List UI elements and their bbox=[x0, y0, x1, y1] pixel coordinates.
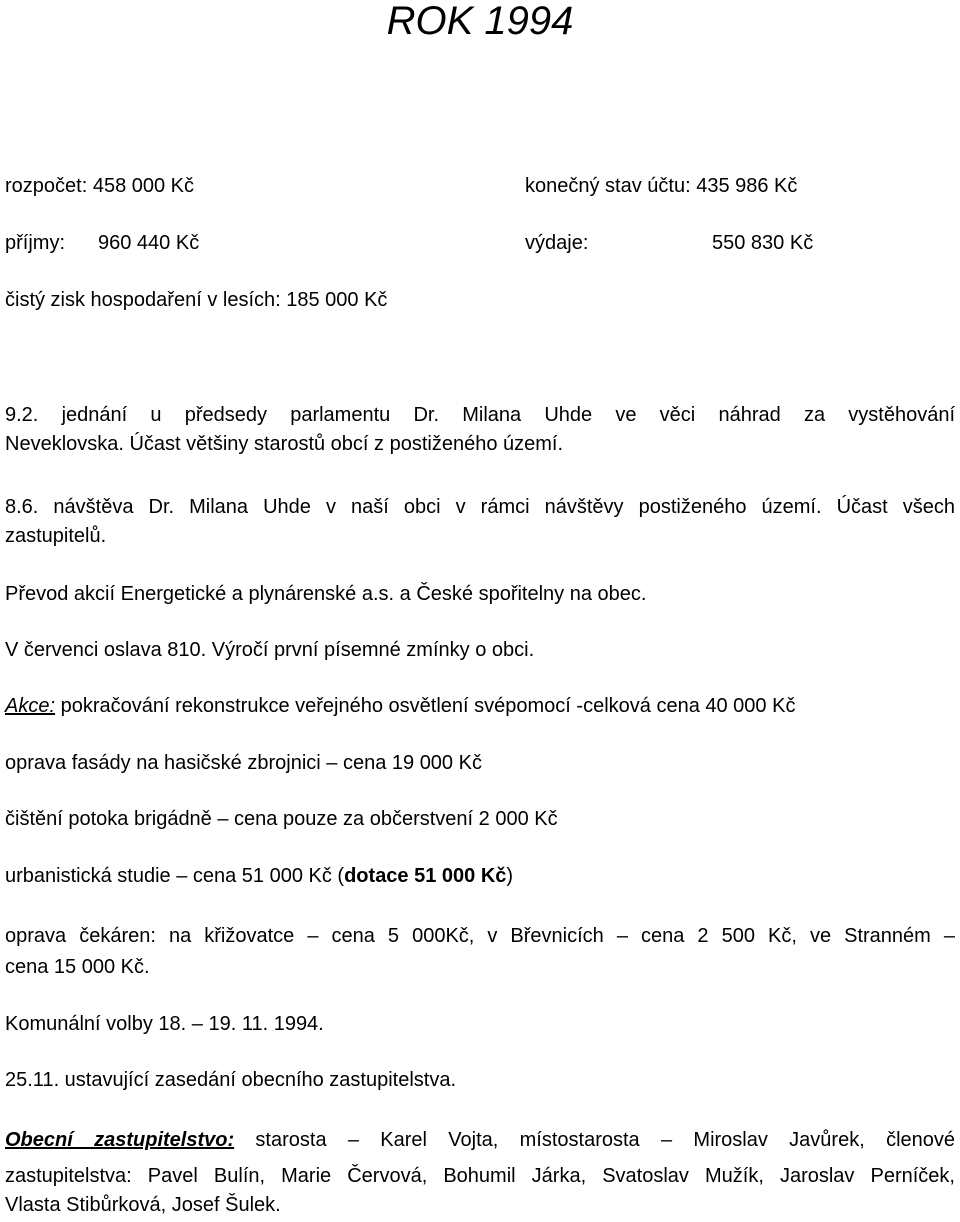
event-shares: Převod akcií Energetické a plynárenské a.s. a České spořitelny na obec. bbox=[5, 583, 647, 605]
akce-item-study bbox=[5, 865, 513, 888]
akce-item-lighting-text: pokračování rekonstrukce veřejného osvětlení svépomocí -celková cena 40 000 Kč bbox=[55, 695, 796, 717]
event-parliament-line2: Neveklovska. Účast většiny starostů obcí z postiženého území. bbox=[5, 433, 564, 455]
income-value: 960 440 Kč bbox=[98, 232, 200, 254]
expenses-label: výdaje: bbox=[525, 232, 589, 254]
council-line1 bbox=[5, 1122, 955, 1158]
akce-label: Akce: bbox=[5, 695, 56, 717]
akce-item-shelters-line1: oprava čekáren: na křižovatce – cena 5 000Kč, v Břevnicích – cena 2 500 Kč, ve Stranném – bbox=[5, 925, 955, 947]
page-title: ROK 1994 bbox=[386, 0, 574, 43]
council-line1-text: starosta – Karel Vojta, místostarosta – Miroslav Javůrek, členové bbox=[234, 1129, 956, 1151]
budget: rozpočet: 458 000 Kč bbox=[5, 175, 195, 197]
event-visit-line1: 8.6. návštěva Dr. Milana Uhde v naší obci v rámci návštěvy postiženého území. Účast všech bbox=[5, 496, 955, 518]
akce-item-facade: oprava fasády na hasičské zbrojnici – cena 19 000 Kč bbox=[5, 752, 482, 774]
expenses-value: 550 830 Kč bbox=[712, 232, 814, 254]
akce-item-lighting bbox=[5, 695, 795, 718]
akce-item-stream: čištění potoka brigádně – cena pouze za občerstvení 2 000 Kč bbox=[5, 808, 558, 830]
event-anniversary: V červenci oslava 810. Výročí první písemné zmínky o obci. bbox=[5, 639, 535, 661]
akce-item-study-text: urbanistická studie – cena 51 000 Kč ( bbox=[5, 865, 345, 887]
event-visit-line2: zastupitelů. bbox=[5, 525, 107, 547]
forest-profit: čistý zisk hospodaření v lesích: 185 000 Kč bbox=[5, 289, 388, 311]
akce-item-study-close: ) bbox=[506, 865, 514, 887]
income-label: příjmy: bbox=[5, 232, 65, 254]
akce-item-study-subsidy: dotace 51 000 Kč bbox=[344, 865, 507, 887]
constituent-meeting: 25.11. ustavující zasedání obecního zastupitelstva. bbox=[5, 1069, 457, 1091]
municipal-elections: Komunální volby 18. – 19. 11. 1994. bbox=[5, 1013, 324, 1035]
council-line3: Vlasta Stibůrková, Josef Šulek. bbox=[5, 1194, 281, 1216]
event-parliament-line1: 9.2. jednání u předsedy parlamentu Dr. Milana Uhde ve věci náhrad za vystěhování bbox=[5, 404, 955, 426]
council-line2: zastupitelstva: Pavel Bulín, Marie Červová, Bohumil Járka, Svatoslav Mužík, Jaroslav Perníček, bbox=[5, 1165, 955, 1187]
council-label: Obecní zastupitelstvo: bbox=[5, 1129, 235, 1151]
final-balance: konečný stav účtu: 435 986 Kč bbox=[525, 175, 798, 197]
akce-item-shelters-line2: cena 15 000 Kč. bbox=[5, 956, 150, 978]
